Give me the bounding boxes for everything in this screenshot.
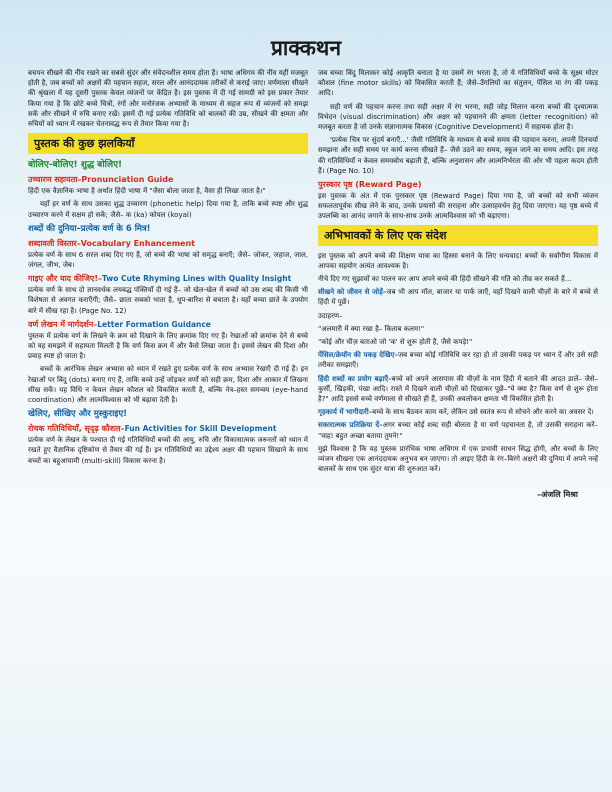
time-activity-text: 'प्रत्येक चित्र पर सुंदर्य बनाएँ...' जैसी गतिविधि के माध्यम से बच्चे समय की पहचान करना, अपनी दिनचर्या समझना और सही समय पर कार्य करना सीखते हैं– जैसे उठने का समय, स्कूल जाने का समय आदि। इस तरह की गतिविधियाँ न केवल समयबोध बढ़ाती हैं, बल्कि अनुशासन और आत्मनिर्भरता की ओर भी पहला कदम होती हैं। (Page No. 10) (318, 136, 598, 175)
closing-paragraph: मुझे विश्वास है कि यह पुस्तक प्रारंभिक भाषा अधिगम में एक प्रभावी साधन सिद्ध होगी, और बच्चों के लिए व्यंजन सीखना एक आनंददायक अनुभव बन जाएगा। तो आइए हिंदी के रंग–बिरंगे अक्षरों की दुनिया में अपने नन्हें बालकों के साथ एक सुंदर यात्रा की शुरुआत करें। (318, 444, 598, 474)
tip-positive-feedback: सकारात्मक प्रतिक्रिया दें–अगर बच्चा कोई शब्द सही बोलता है या वर्ण पहचानता है, तो उसकी सराहना करें– "वाह! बहुत अच्छा बताया तुमने!" (318, 421, 598, 440)
letter-formation-text-2: बच्चों के आरंभिक लेखन अभ्यास को ध्यान में रखते हुए प्रत्येक वर्ण के साथ अभ्यास रेखाएँ दी गई हैं। इन रेखाओं पर बिंदु (dots) बनाए गए हैं, ताकि बच्चे उन्हें जोड़कर वर्णों को सही क्रम, दिशा और आकार में लिखना सीख सकें। यह विधि न केवल लेखन कौशल को विकसित करती है, बल्कि नेत्र–हस्त समन्वय (eye-hand coordination) और आत्मविश्वास को भी बढ़ावा देती है। (28, 365, 308, 405)
tip-hindi-words: हिंदी शब्दों का प्रयोग बढ़ाएँ–बच्चे को अपने आसपास की चीज़ों के नाम हिंदी में बताने की आदत डालें– जैसे–कुर्सी, खिड़की, पंखा आदि। रास्ते में दिखने वाली चीज़ों को दिखाकर पूछें–"ये क्या है? किस वर्ण से शुरू होता है?" आदि इससे बच्चे वर्णमाला से सीखते ही हैं, उनकी अवलोकन क्षमता भी विकसित होती है। (318, 374, 598, 404)
tip-homework: गृहकार्य में भागीदारी–बच्चे के साथ बैठकर काम करें, लेकिन उसे स्वतंत्र रूप से सोचने और करने का अवसर दें। (318, 408, 594, 417)
pronunciation-heading: बोलिए-बोलिए! शुद्ध बोलिए! (28, 160, 123, 171)
section-band-parents: अभिभावकों के लिए एक संदेश (318, 225, 598, 246)
pronunciation-text-2: यहाँ हर वर्ण के साथ उसका शुद्ध उच्चारण (phonetic help) दिया गया है, ताकि बच्चे स्पष्ट और शुद्ध उच्चारण करने में सक्षम हो सकें; जैसे– क (ka) कोयल (koyal) (28, 200, 308, 219)
letter-formation-heading: वर्ण लेखन में मार्गदर्शन–Letter Formation Guidance (28, 319, 211, 329)
vocabulary-text: प्रत्येक वर्ण के साथ 6 सरल शब्द दिए गए हैं, जो बच्चे की भाषा को समृद्ध बनाएँ; जैसे– जोकर, जहाज, जाल, जंगल, जीभ, जेब। (28, 250, 308, 270)
activities-heading: खेलिए, सीखिए और मुस्कुराइए! (28, 409, 128, 420)
rhyme-text: प्रत्येक वर्ण के साथ दो ज्ञानवर्धक लयबद्ध पंक्तियाँ दी गई हैं– जो खेल-खेल में बच्चों को उस शब्द की किसी भी विशेषता से अवगत कराएँगी; जैसे– छाता सबको भाता है, धूप-बारिश से बचाता है। यहाँ बच्चा छाते के उपयोग बारे में सीख रहा है। (Page No. 12) (28, 286, 308, 315)
section-band-highlights: पुस्तक की कुछ झलकियाँ (28, 133, 308, 154)
author-signature: –अंजलि मिश्रा (537, 489, 578, 499)
tip-example-1: "अलमारी में क्या रखा है– किताब कलम!" (318, 324, 425, 333)
tip-life-connection: सीखने को जीवन से जोड़ें–जब भी आप मॉल, बाजार या पार्क जाएँ, वहाँ दिखने वाली चीज़ों के बारे में बच्चे से हिंदी में पूछें। (318, 288, 598, 307)
vocabulary-heading: शब्दों की दुनिया–प्रत्येक वर्ण के 6 मित्र! (28, 223, 151, 234)
reward-page-text: इस पुस्तक के अंत में एक पुरस्कार पृष्ठ (Reward Page) दिया गया है, जो बच्चों को सभी व्यंजन सफलतापूर्वक सीख लेने के बाद, उनके प्रयासों की सराहना और उत्साहवर्धन हेतु दिया जाएगा। यह पृष्ठ बच्चे में उपलब्धि का आनंद जगाने के साथ-साथ उनके आत्मविश्वास को भी बढ़ाएगा। (318, 192, 598, 221)
letter-formation-text-1: पुस्तक में प्रत्येक वर्ण के लिखने के क्रम को दिखाने के लिए क्रमांक दिए गए हैं। रेखाओं को क्रमांक देने से बच्चे को यह समझने में सहायता मिलती है कि वर्ण किस क्रम में और कैसे लिखा जाता है। इससे लेखन की दिशा और प्रवाह स्पष्ट हो जाता है। (28, 331, 308, 361)
left-column (28, 68, 308, 469)
activities-text: प्रत्येक वर्ण के लेखन के पश्चात दी गई गतिविधियाँ बच्चों की आयु, रुचि और विकासात्मक जरूरतों को ध्यान में रखते हुए वैज्ञानिक दृष्टिकोण से तैयार की गई हैं। इन गतिविधियों का उद्देश्य अक्षर की पहचान सिखाने के साथ बच्चों का बहुआयामी (multi-skill) विकास करना है। (28, 436, 308, 465)
pronunciation-subheading: उच्चारण सहायता–Pronunciation Guide (28, 175, 174, 185)
vocabulary-subheading: शब्दावली विस्तार–Vocabulary Enhancement (28, 238, 195, 248)
reward-page-heading: पुरस्कार पृष्ठ (Reward Page) (318, 180, 422, 190)
page-title: प्राक्कथन (270, 35, 342, 60)
tip-pencil-grip: पेंसिल/क्रेयॉन की पकड़ देखिए–जब बच्चा कोई गतिविधि कर रहा हो तो उसकी पकड़ पर ध्यान दें और उसे सही तरीका समझाएँ। (318, 351, 598, 370)
parents-intro-1: इस पुस्तक को अपने बच्चे की शिक्षण यात्रा का हिस्सा बनाने के लिए धन्यवाद! बच्चों के सर्वांगीण विकास में आपका सहयोग अत्यंत आवश्यक है। (318, 251, 598, 270)
intro-paragraph: बचपन सीखने की नींव रखने का सबसे सुंदर और संवेदनशील समय होता है। भाषा अधिगम की नींव यहीं मजबूत होती है, जब बच्चों को अक्षरों की पहचान सहज, सरल और आनंददायक तरीकों से कराई जाए। वर्णमाला सीखने की श्रृंखला में यह दूसरी पुस्तक केवल व्यंजनों पर केंद्रित है। इस पुस्तक में दी गई सामग्री को इस प्रकार तैयार किया गया है कि छोटे बच्चे चित्रों, रंगों और मनोरंजक अभ्यासों के माध्यम से सहज रूप से व्यंजनों को समझ सकें और सीखने में रुचि बनाए रखें। इसमें दी गई प्रत्येक गतिविधि को बालकों की उम्र, सीखने की क्षमता और रुचियों को ध्यान में रखकर चेतनावद्ध रूप से तैयार किया गया है। (28, 69, 308, 129)
rhyme-heading: गाइए और याद कीजिए!–Two Cute Rhyming Lines with Quality Insight (28, 274, 292, 284)
activities-subheading: रोचक गतिविधियाँ, सृदृढ़ कौशल–Fun Activities for Skill Development (28, 424, 277, 434)
pronunciation-text-1: हिंदी एक वैज्ञानिक भाषा है अर्थात हिंदी भाषा में "जैसा बोला जाता है, वैसा ही लिखा जाता है।" (28, 187, 266, 196)
motor-skills-text: जब बच्चा बिंदु मिलाकर कोई आकृति बनाता है या उसमें रंग भरता है, तो ये गतिविधियाँ बच्चे के सूक्ष्म मोटर कौशल (fine motor skills) को विकसित करती हैं; जैसे–उँगलियों का संतुलन, पेंसिल या रंग की पकड़ आदि। (318, 69, 598, 98)
visual-discrimination-text: सही वर्ण की पहचान करना तथा सही अक्षर में रंग भरना, सही जोड़ मिलान करना बच्चों की दृश्यात्मक विभेदन (visual discrimination) और अक्षर को पहचानने की क्षमता (letter recognition) को मजबूत करता है जो उनके संज्ञानात्मक विकास (Cognitive Development) में सहायक होता है। (318, 102, 598, 132)
tip-example-2: "कोई और चीज़ बताओ जो 'क' से शुरू होती है, जैसे कपड़े!" (318, 338, 473, 347)
parents-intro-2: नीचे दिए गए सुझावों का पालन कर आप अपने बच्चे की हिंदी सीखने की गति को तीव्र कर सकते हैं... (318, 275, 572, 284)
tip-example-label: उदाहरण– (318, 311, 343, 320)
right-column (318, 68, 598, 500)
